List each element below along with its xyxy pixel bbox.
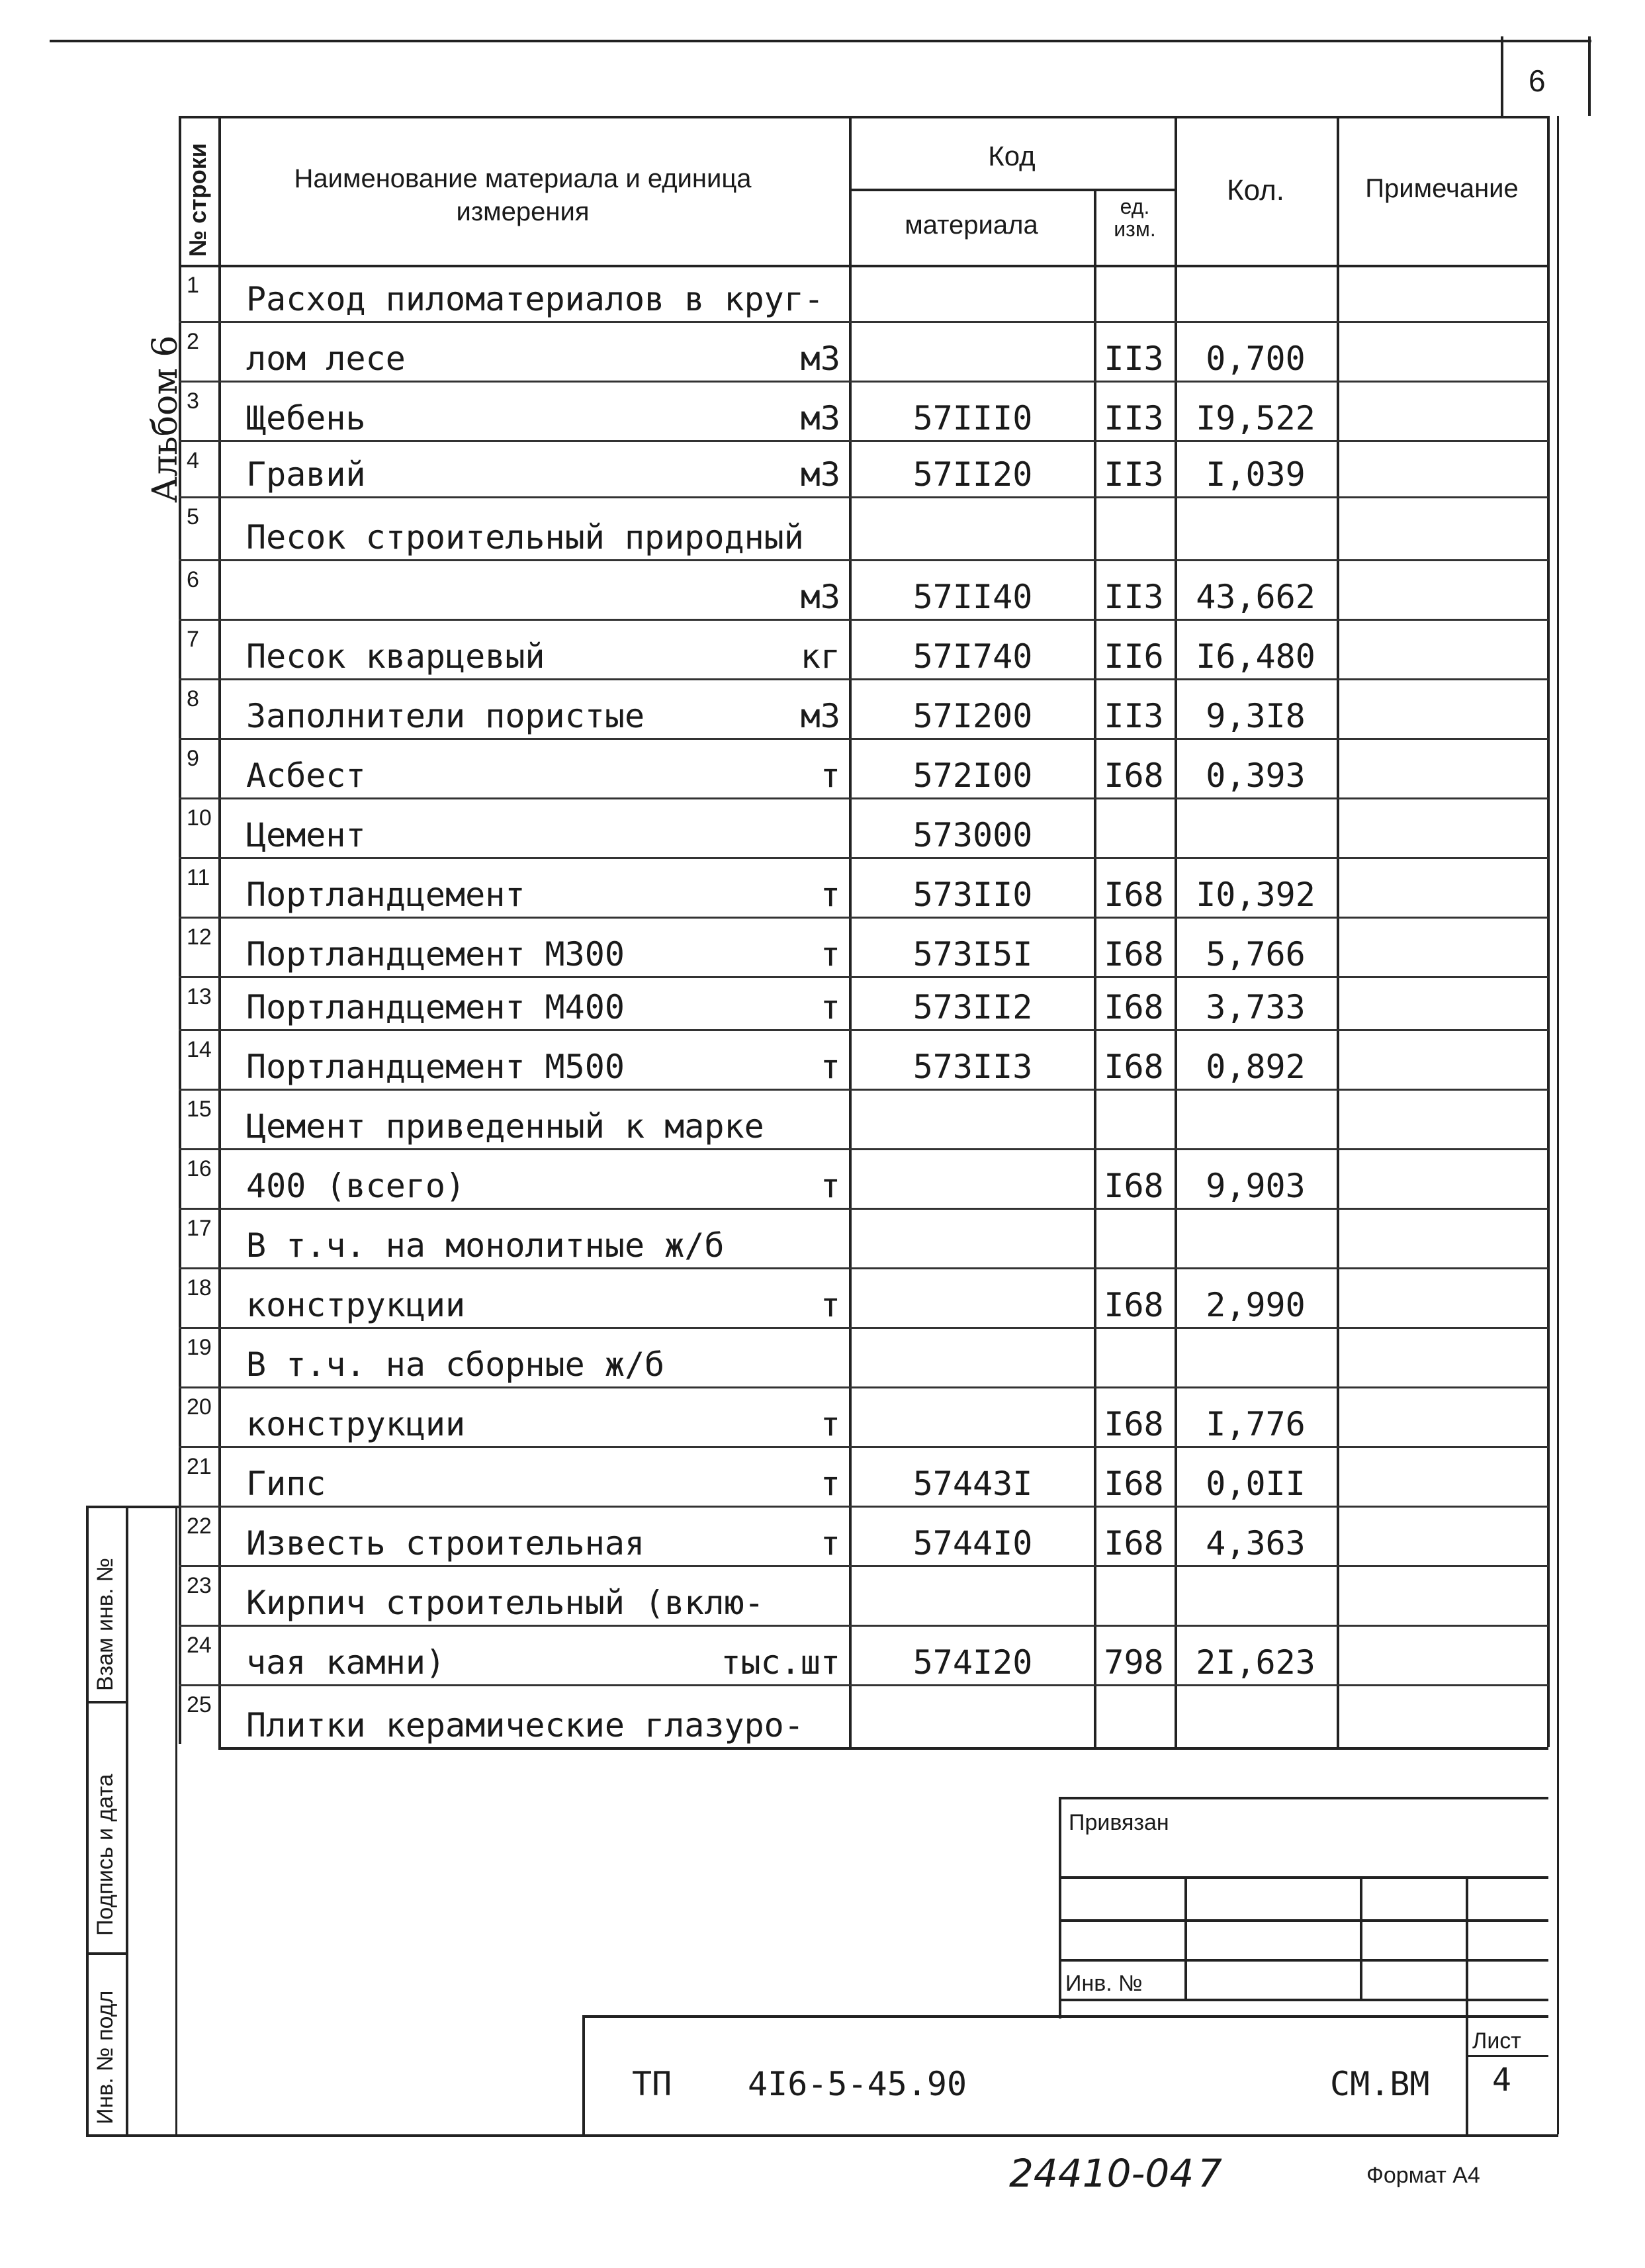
row-unit-code: II6 <box>1104 637 1164 676</box>
row-divider <box>179 917 1548 919</box>
row-unit: т <box>820 1286 840 1324</box>
row-unit-code: 798 <box>1104 1643 1164 1682</box>
title-doc-prefix: ТП <box>632 2065 672 2103</box>
row-quantity: 43,662 <box>1196 578 1315 616</box>
row-unit: т <box>820 1048 840 1086</box>
title-sheet-label: Лист <box>1472 2028 1521 2054</box>
row-divider <box>179 976 1548 978</box>
row-quantity: I9,522 <box>1196 399 1315 437</box>
row-name: чая камни) <box>246 1643 446 1682</box>
row-unit: м3 <box>800 455 840 494</box>
row-divider <box>179 496 1548 498</box>
row-unit: т <box>820 1167 840 1205</box>
row-quantity: 9,3I8 <box>1206 697 1306 735</box>
row-name: Кирпич строительный (вклю- <box>246 1584 764 1622</box>
row-number: 22 <box>187 1514 212 1539</box>
title-privyazan: Привязан <box>1069 1810 1169 1835</box>
row-unit-code: I68 <box>1104 1286 1164 1324</box>
row-number: 6 <box>187 567 199 592</box>
row-number: 18 <box>187 1275 212 1300</box>
row-name: Гипс <box>246 1465 326 1503</box>
row-unit-code: I68 <box>1104 1465 1164 1503</box>
row-number: 2 <box>187 329 199 354</box>
row-material-code: 57III0 <box>912 399 1033 437</box>
row-name: Асбест <box>246 756 366 795</box>
row-unit-code: I68 <box>1104 935 1164 974</box>
row-divider <box>179 738 1548 740</box>
row-number: 15 <box>187 1097 212 1122</box>
row-number: 14 <box>187 1037 212 1062</box>
row-name: Плитки керамические глазуро- <box>246 1706 804 1745</box>
row-divider <box>179 678 1548 680</box>
row-divider <box>179 1208 1548 1210</box>
album-label: Альбом 6 <box>146 335 185 503</box>
row-number: 11 <box>187 865 210 890</box>
row-quantity: 3,733 <box>1206 988 1306 1026</box>
row-unit: т <box>820 756 840 795</box>
row-quantity: 0,892 <box>1206 1048 1306 1086</box>
title-inv-no: Инв. № <box>1065 1971 1143 1996</box>
row-divider <box>179 1089 1548 1091</box>
row-name: Щебень <box>246 399 366 437</box>
row-unit: м3 <box>800 340 840 378</box>
row-quantity: 9,903 <box>1206 1167 1306 1205</box>
row-unit: м3 <box>800 697 840 735</box>
row-divider <box>179 1625 1548 1627</box>
title-sheet-no: 4 <box>1492 2062 1511 2099</box>
row-unit-code: I68 <box>1104 756 1164 795</box>
row-name: Песок строительный природный <box>246 518 804 557</box>
row-material-code: 57II40 <box>912 578 1033 616</box>
row-material-code: 574I20 <box>912 1643 1033 1682</box>
row-number: 24 <box>187 1633 212 1658</box>
row-quantity: I,039 <box>1206 455 1306 494</box>
row-unit: т <box>820 1405 840 1443</box>
row-number: 16 <box>187 1156 212 1181</box>
row-divider <box>179 1684 1548 1686</box>
row-name: Гравий <box>246 455 366 494</box>
row-divider <box>179 1446 1548 1448</box>
row-divider <box>179 559 1548 561</box>
row-divider <box>179 440 1548 442</box>
row-divider <box>179 1506 1548 1508</box>
row-unit-code: I68 <box>1104 1048 1164 1086</box>
row-divider <box>179 1148 1548 1150</box>
row-divider <box>179 1029 1548 1031</box>
row-quantity: 4,363 <box>1206 1524 1306 1563</box>
row-material-code: 57II20 <box>912 455 1033 494</box>
row-quantity: 5,766 <box>1206 935 1306 974</box>
row-quantity: 2,990 <box>1206 1286 1306 1324</box>
row-number: 17 <box>187 1216 212 1241</box>
row-material-code: 5744I0 <box>912 1524 1033 1563</box>
row-name: Портландцемент М500 <box>246 1048 625 1086</box>
row-divider <box>179 321 1548 323</box>
row-name: конструкции <box>246 1286 466 1324</box>
row-material-code: 572I00 <box>912 756 1033 795</box>
row-number: 21 <box>187 1454 212 1479</box>
row-unit-code: II3 <box>1104 697 1164 735</box>
row-number: 8 <box>187 686 199 711</box>
row-divider <box>179 797 1548 799</box>
header-note: Примечание <box>1365 174 1519 203</box>
row-name: В т.ч. на сборные ж/б <box>246 1345 665 1384</box>
stamp-inv-podl: Инв. № подл <box>93 1990 118 2124</box>
header-code-unit: ед. изм. <box>1114 195 1156 241</box>
row-material-code: 573II3 <box>912 1048 1033 1086</box>
row-number: 20 <box>187 1394 212 1420</box>
header-row-no: № строки <box>184 143 211 257</box>
footer-format: Формат А4 <box>1366 2163 1480 2188</box>
header-quantity: Кол. <box>1226 174 1285 206</box>
row-name: Портландцемент М400 <box>246 988 625 1026</box>
footer-handwritten: 24410-04 <box>1009 2151 1194 2196</box>
row-divider <box>179 1327 1548 1329</box>
row-divider <box>179 857 1548 859</box>
row-unit-code: I68 <box>1104 1524 1164 1563</box>
row-name: Цемент <box>246 816 366 854</box>
row-name: Заполнители пористые <box>246 697 645 735</box>
footer-handwritten-page: 7 <box>1198 2151 1222 2196</box>
row-unit-code: II3 <box>1104 455 1164 494</box>
row-number: 5 <box>187 504 199 529</box>
row-unit-code: II3 <box>1104 578 1164 616</box>
row-name: Цемент приведенный к марке <box>246 1107 764 1146</box>
row-quantity: I6,480 <box>1196 637 1315 676</box>
row-unit: т <box>820 1524 840 1563</box>
row-number: 25 <box>187 1692 212 1717</box>
page-number-box-left <box>1501 36 1503 116</box>
row-name: Портландцемент <box>246 876 525 914</box>
row-number: 13 <box>187 984 212 1009</box>
stamp-podpis-data: Подпись и дата <box>93 1774 118 1936</box>
row-material-code: 573I5I <box>912 935 1033 974</box>
row-material-code: 57I200 <box>912 697 1033 735</box>
title-doc-code: 4I6-5-45.90 <box>748 2065 967 2103</box>
row-divider <box>179 1565 1548 1567</box>
row-number: 9 <box>187 746 199 771</box>
row-quantity: I0,392 <box>1196 876 1315 914</box>
row-number: 12 <box>187 925 212 950</box>
row-material-code: 573II2 <box>912 988 1033 1026</box>
row-number: 10 <box>187 805 212 831</box>
row-unit: т <box>820 935 840 974</box>
row-material-code: 573II0 <box>912 876 1033 914</box>
row-divider <box>179 1386 1548 1388</box>
row-name: Песок кварцевый <box>246 637 545 676</box>
row-number: 19 <box>187 1335 212 1360</box>
row-unit: т <box>820 988 840 1026</box>
row-unit: м3 <box>800 578 840 616</box>
row-unit: т <box>820 1465 840 1503</box>
row-quantity: 2I,623 <box>1196 1643 1315 1682</box>
row-name: Портландцемент М300 <box>246 935 625 974</box>
row-number: 3 <box>187 388 199 414</box>
row-material-code: 573000 <box>912 816 1033 854</box>
row-name: В т.ч. на монолитные ж/б <box>246 1226 725 1265</box>
row-number: 4 <box>187 448 199 473</box>
row-divider <box>179 1267 1548 1269</box>
title-doc-suffix: СМ.ВМ <box>1330 2065 1430 2103</box>
row-unit-code: I68 <box>1104 1167 1164 1205</box>
row-unit-code: II3 <box>1104 399 1164 437</box>
header-name: Наименование материала и единица измерения <box>294 164 752 226</box>
page-number-box-right <box>1588 36 1591 116</box>
header-code-material: материала <box>905 210 1038 240</box>
row-unit: м3 <box>800 399 840 437</box>
row-name: Известь строительная <box>246 1524 645 1563</box>
row-name: Расход пиломатериалов в круг- <box>246 280 824 318</box>
row-name: лом лесе <box>246 340 406 378</box>
row-quantity: 0,0II <box>1206 1465 1306 1503</box>
row-divider <box>179 381 1548 383</box>
row-unit: кг <box>800 637 840 676</box>
row-material-code: 57443I <box>912 1465 1033 1503</box>
row-quantity: I,776 <box>1206 1405 1306 1443</box>
row-name: конструкции <box>246 1405 466 1443</box>
row-unit: т <box>820 876 840 914</box>
header-code-group: Код <box>988 140 1036 171</box>
row-quantity: 0,700 <box>1206 340 1306 378</box>
row-number: 23 <box>187 1573 212 1598</box>
row-number: 1 <box>187 273 199 298</box>
row-number: 7 <box>187 627 199 652</box>
row-quantity: 0,393 <box>1206 756 1306 795</box>
row-unit-code: I68 <box>1104 988 1164 1026</box>
row-unit-code: I68 <box>1104 876 1164 914</box>
row-material-code: 57I740 <box>912 637 1033 676</box>
row-divider <box>179 619 1548 621</box>
row-name: 400 (всего) <box>246 1167 466 1205</box>
row-unit-code: I68 <box>1104 1405 1164 1443</box>
stamp-vzam-inv: Взам инв. № <box>93 1557 118 1691</box>
row-unit-code: II3 <box>1104 340 1164 378</box>
page-number: 6 <box>1529 64 1546 98</box>
row-unit: тыс.шт <box>721 1643 840 1682</box>
top-rule <box>50 40 1591 42</box>
